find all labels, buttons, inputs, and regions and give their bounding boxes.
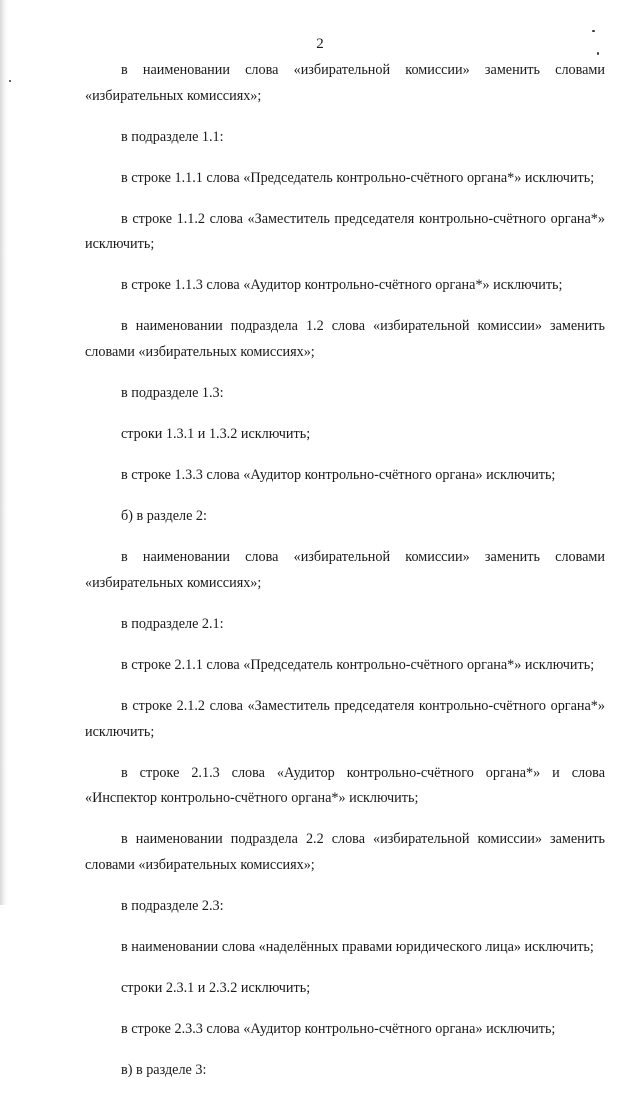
- paragraph: в строке 1.1.3 слова «Аудитор контрольно-счётного органа*» исключить;: [121, 277, 563, 294]
- paragraph: в строке 1.3.3 слова «Аудитор контрольно-счётного органа» исключить;: [121, 467, 556, 484]
- paragraph: в строке 2.1.3 слова «Аудитор контрольно-счётного органа*» и слова «Инспектор контрольно-счётного органа*» исключить;: [85, 764, 605, 807]
- paragraph: строки 1.3.1 и 1.3.2 исключить;: [121, 426, 311, 443]
- paragraph: в) в разделе 3:: [121, 1062, 207, 1079]
- scan-speck: [9, 80, 11, 82]
- scan-speck: [592, 30, 595, 32]
- document-body: [85, 58, 605, 1099]
- paragraph: в наименовании слова «избирательной комиссии» заменить словами «избирательных комиссиях»;: [85, 62, 605, 104]
- scan-edge-shadow: [0, 0, 8, 905]
- paragraph: в строке 1.1.1 слова «Председатель контрольно-счётного органа*» исключить;: [121, 169, 595, 186]
- paragraph: в строке 2.1.2 слова «Заместитель председателя контрольно-счётного органа*» исключить;: [85, 698, 605, 740]
- paragraph: в строке 2.3.3 слова «Аудитор контрольно-счётного органа» исключить;: [121, 1021, 556, 1038]
- paragraph: в строке 2.1.1 слова «Председатель контрольно-счётного органа*» исключить;: [121, 657, 595, 674]
- paragraph: в строке 1.1.2 слова «Заместитель председателя контрольно-счётного органа*» исключить;: [85, 210, 605, 253]
- paragraph: в наименовании подраздела 2.2 слова «избирательной комиссии» заменить словами «избирательных комиссиях»;: [85, 831, 605, 873]
- paragraph: в наименовании слова «избирательной комиссии» заменить словами «избирательных комиссиях»;: [85, 549, 605, 591]
- paragraph: в подразделе 2.1:: [121, 616, 224, 633]
- paragraph: в подразделе 1.1:: [121, 128, 224, 145]
- page-number: 2: [316, 36, 324, 52]
- paragraph: в подразделе 2.3:: [121, 898, 224, 914]
- paragraph: в наименовании слова «наделённых правами юридического лица» исключить;: [121, 939, 594, 956]
- paragraph: строки 2.3.1 и 2.3.2 исключить;: [121, 980, 311, 997]
- paragraph: в подразделе 1.3:: [121, 385, 224, 402]
- paragraph: б) в разделе 2:: [121, 508, 207, 525]
- paragraph: в наименовании подраздела 1.2 слова «избирательной комиссии» заменить словами «избирательных комиссиях»;: [85, 318, 605, 360]
